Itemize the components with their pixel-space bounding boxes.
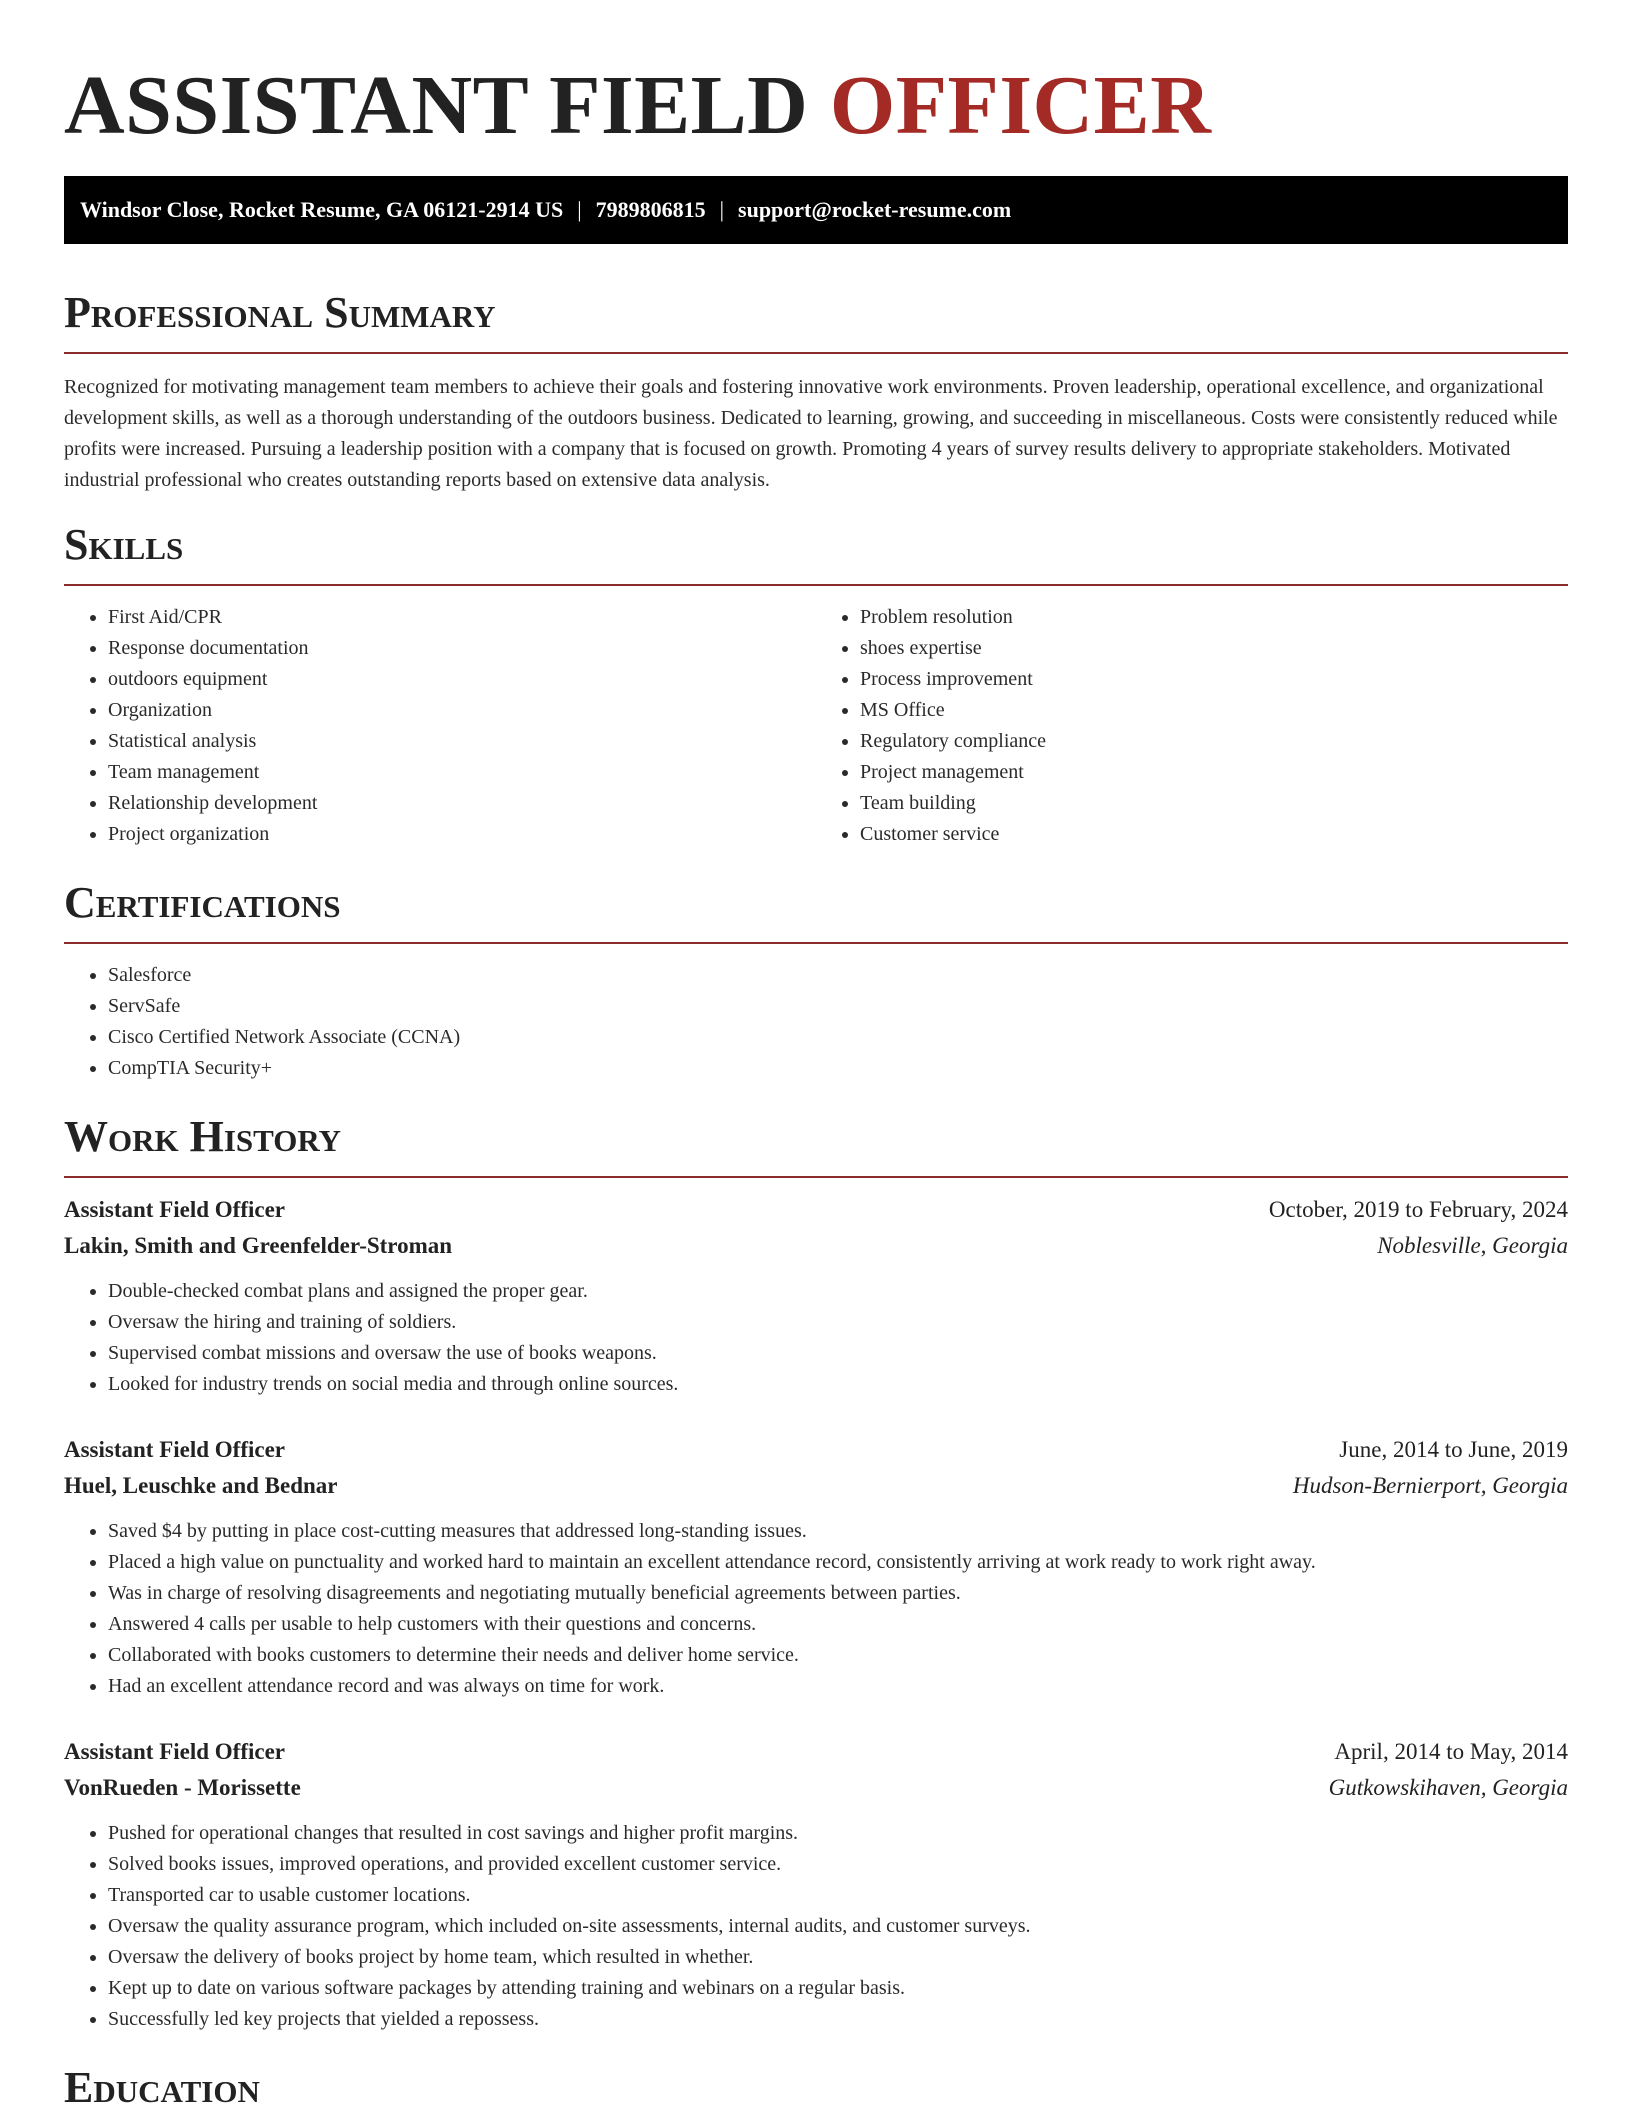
skill-item: • Problem resolution (860, 602, 1568, 633)
skill-item: • Statistical analysis (108, 726, 816, 757)
skill-item: • Relationship development (108, 788, 816, 819)
certification-item: • CompTIA Security+ (108, 1053, 1568, 1084)
skill-item: • Regulatory compliance (860, 726, 1568, 757)
job-bullet: • Oversaw the delivery of books project by home team, which resulted in whether. (108, 1942, 1568, 1973)
skill-item: • Response documentation (108, 633, 816, 664)
job-bullet: • Transported car to usable customer locations. (108, 1880, 1568, 1911)
skills-column-right (816, 602, 1568, 850)
job-company-row (64, 1228, 1568, 1264)
skill-item: • Team building (860, 788, 1568, 819)
job-bullets (64, 1516, 1568, 1702)
job-entry (64, 1192, 1568, 1400)
skill-item: • Customer service (860, 819, 1568, 850)
job-bullet: • Had an excellent attendance record and was always on time for work. (108, 1671, 1568, 1702)
job-bullet: • Oversaw the quality assurance program, which included on-site assessments, internal audits, and customer surveys. (108, 1911, 1568, 1942)
job-bullet: • Saved $4 by putting in place cost-cutting measures that addressed long-standing issues. (108, 1516, 1568, 1547)
page-title (64, 0, 1568, 176)
job-bullet: • Pushed for operational changes that resulted in cost savings and higher profit margins. (108, 1818, 1568, 1849)
skill-item: • Project organization (108, 819, 816, 850)
skills-columns (64, 602, 1568, 850)
section-divider (64, 352, 1568, 354)
job-company-row (64, 1468, 1568, 1504)
job-bullets (64, 1818, 1568, 2035)
skills-list-right (816, 602, 1568, 850)
section-title-certifications: Certifications (64, 878, 341, 927)
skill-item: • Process improvement (860, 664, 1568, 695)
job-bullet: • Answered 4 calls per usable to help customers with their questions and concerns. (108, 1609, 1568, 1640)
title-main: ASSISTANT FIELD (64, 59, 830, 152)
job-dates: April, 2014 to May, 2014 (1334, 1739, 1568, 1764)
education-section (64, 2061, 1568, 2115)
job-bullet: • Was in charge of resolving disagreements and negotiating mutually beneficial agreements between parties. (108, 1578, 1568, 1609)
job-header-row (64, 1192, 1568, 1228)
job-title: Assistant Field Officer (64, 1739, 286, 1764)
title-accent: OFFICER (829, 59, 1212, 152)
job-entry (64, 1734, 1568, 2035)
skills-list-left (64, 602, 816, 850)
job-company: VonRueden - Morissette (64, 1775, 301, 1800)
job-bullets (64, 1276, 1568, 1400)
job-bullet: • Kept up to date on various software packages by attending training and webinars on a regular basis. (108, 1973, 1568, 2004)
contact-address: Windsor Close, Rocket Resume, GA 06121-2914 US (80, 197, 564, 222)
job-bullet: • Oversaw the hiring and training of soldiers. (108, 1307, 1568, 1338)
certification-item: • Salesforce (108, 960, 1568, 991)
certification-item: • ServSafe (108, 991, 1568, 1022)
contact-bar (64, 176, 1568, 244)
job-title: Assistant Field Officer (64, 1437, 286, 1462)
section-title-summary: Professional Summary (64, 288, 496, 337)
skill-item: • Project management (860, 757, 1568, 788)
job-bullet: • Solved books issues, improved operations, and provided excellent customer service. (108, 1849, 1568, 1880)
summary-text: Recognized for motivating management team members to achieve their goals and fostering innovative work environments. Proven leadership, operational excellence, and organizational development skills, as well as a thorough understanding of the outdoors business. Dedicated to learning, growing, and succeeding in miscellaneous. Costs were consistently reduced while profits were increased. Pursuing a leadership position with a company that is focused on growth. Promoting 4 years of survey results delivery to appropriate stakeholders. Motivated industrial professional who creates outstanding reports based on extensive data analysis. (64, 376, 1558, 491)
section-title-skills: Skills (64, 520, 184, 569)
contact-separator: | (577, 197, 582, 222)
job-bullet: • Placed a high value on punctuality and worked hard to maintain an excellent attendance record, consistently arriving at work ready to work right away. (108, 1547, 1568, 1578)
section-divider (64, 584, 1568, 586)
job-header-row (64, 1734, 1568, 1770)
job-title: Assistant Field Officer (64, 1197, 286, 1222)
contact-email[interactable]: support@rocket-resume.com (738, 197, 1012, 222)
section-title-education: Education (64, 2063, 260, 2112)
section-title-work-history: Work History (64, 1112, 342, 1161)
contact-separator: | (719, 197, 725, 222)
job-entry (64, 1432, 1568, 1702)
skills-section (64, 518, 1568, 850)
section-divider (64, 942, 1568, 944)
summary-section (64, 286, 1568, 496)
skill-item: • Team management (108, 757, 816, 788)
job-company: Lakin, Smith and Greenfelder-Stroman (64, 1233, 453, 1258)
skill-item: • outdoors equipment (108, 664, 816, 695)
section-divider (64, 1176, 1568, 1178)
skills-column-left (64, 602, 816, 850)
job-location: Gutkowskihaven, Georgia (1328, 1775, 1568, 1800)
job-bullet: • Collaborated with books customers to determine their needs and deliver home service. (108, 1640, 1568, 1671)
skill-item: • Organization (108, 695, 816, 726)
certifications-list (64, 960, 1568, 1084)
contact-phone[interactable]: 7989806815 (595, 197, 706, 222)
job-company-row (64, 1770, 1568, 1806)
job-bullet: • Supervised combat missions and oversaw the use of books weapons. (108, 1338, 1568, 1369)
job-dates: October, 2019 to February, 2024 (1268, 1197, 1568, 1222)
certifications-section (64, 876, 1568, 1084)
skill-item: • shoes expertise (860, 633, 1568, 664)
job-dates: June, 2014 to June, 2019 (1339, 1437, 1568, 1462)
work-history-section (64, 1110, 1568, 2035)
job-company: Huel, Leuschke and Bednar (64, 1473, 338, 1498)
job-header-row (64, 1432, 1568, 1468)
job-location: Hudson-Bernierport, Georgia (1292, 1473, 1568, 1498)
skill-item: • First Aid/CPR (108, 602, 816, 633)
job-location: Noblesville, Georgia (1377, 1233, 1568, 1258)
job-bullet: • Looked for industry trends on social media and through online sources. (108, 1369, 1568, 1400)
certification-item: • Cisco Certified Network Associate (CCNA) (108, 1022, 1568, 1053)
job-bullet: • Successfully led key projects that yielded a repossess. (108, 2004, 1568, 2035)
job-bullet: • Double-checked combat plans and assigned the proper gear. (108, 1276, 1568, 1307)
skill-item: • MS Office (860, 695, 1568, 726)
